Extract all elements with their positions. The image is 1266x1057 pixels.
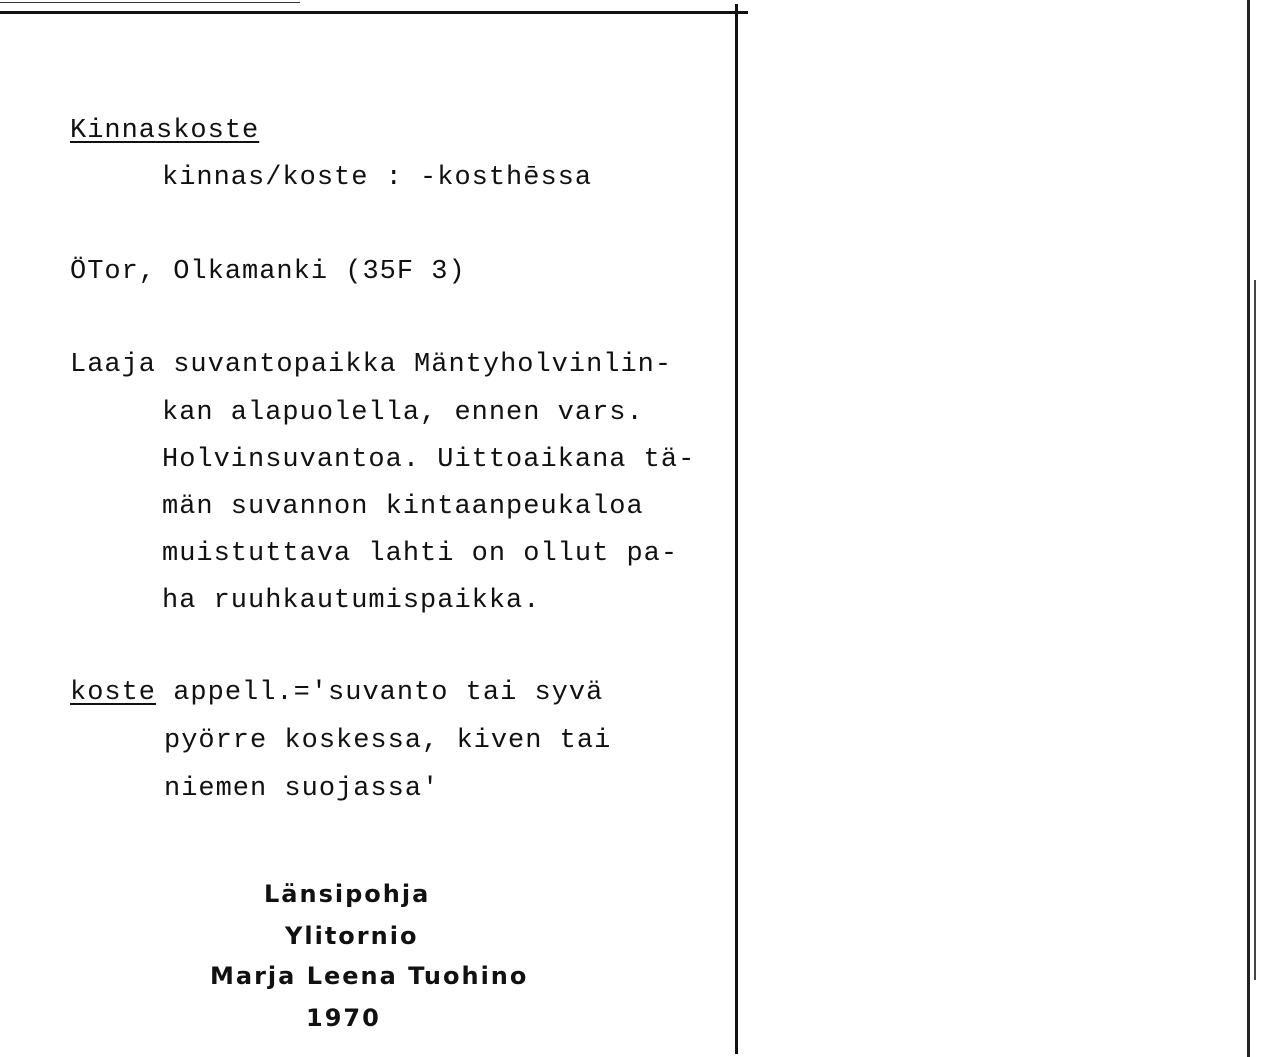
- description-line: Holvinsuvantoa. Uittoaikana tä-: [162, 445, 696, 475]
- description-line: ha ruuhkautumispaikka.: [162, 586, 541, 616]
- stamp-year: 1970: [306, 1004, 381, 1032]
- description-line: Laaja suvantopaikka Mäntyholvinlin-: [70, 350, 673, 380]
- appellative-word: koste: [70, 678, 157, 708]
- appellative-line: niemen suojassa': [164, 774, 440, 804]
- top-thin-rule: [0, 2, 300, 3]
- appellative-line: [70, 678, 603, 708]
- inflected-form: kinnas/koste : -kosthēssa: [162, 163, 593, 193]
- description-line: kan alapuolella, ennen vars.: [162, 398, 644, 428]
- appellative-definition: appell.='suvanto tai syvä: [156, 678, 604, 708]
- stamp-parish: Ylitornio: [285, 922, 419, 950]
- location: ÖTor, Olkamanki (35F 3): [70, 257, 466, 287]
- card-edge-line: [735, 4, 738, 1054]
- scan-edge-line-secondary: [1254, 280, 1256, 980]
- stamp-collector: Marja Leena Tuohino: [210, 962, 529, 990]
- description-line: muistuttava lahti on ollut pa-: [162, 539, 679, 569]
- description-line: män suvannon kintaanpeukaloa: [162, 492, 644, 522]
- headword: Kinnaskoste: [70, 116, 260, 146]
- stamp-region: Länsipohja: [264, 880, 431, 908]
- appellative-line: pyörre koskessa, kiven tai: [164, 726, 612, 756]
- top-rule: [0, 11, 748, 14]
- scan-edge-line: [1247, 0, 1250, 1057]
